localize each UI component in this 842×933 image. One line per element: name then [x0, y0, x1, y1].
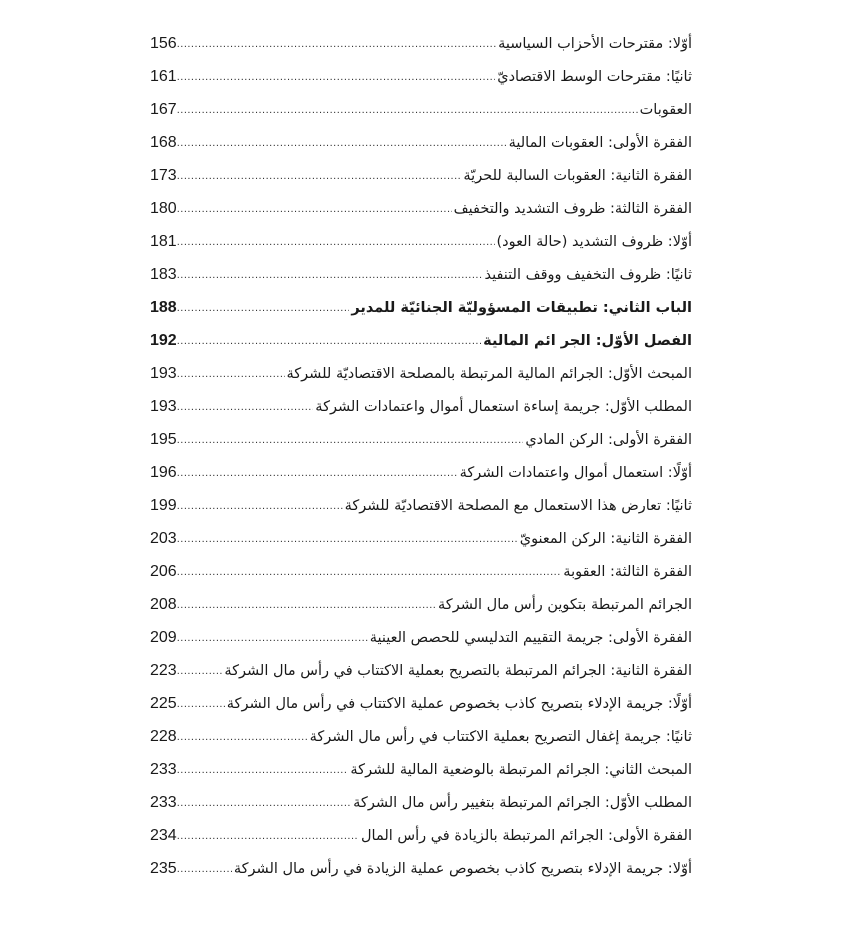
toc-entry: [150, 786, 692, 819]
toc-entry: [150, 291, 692, 324]
toc-entry: [150, 819, 692, 852]
dot-leader: [177, 126, 507, 159]
toc-entry-title: الفقرة الثالثة: العقوبة: [563, 563, 692, 580]
toc-entry: [150, 489, 692, 522]
toc-page-number: 173: [150, 166, 177, 184]
toc-page-number: 181: [150, 232, 177, 250]
toc-entry: [150, 621, 692, 654]
toc-entry-title: أوّلا: ظروف التشديد (حالة العود): [496, 233, 692, 250]
toc-entry-title: أوّلًا: جريمة الإدلاء بتصريح كاذب بخصوص عملية الاكتتاب في رأس مال الشركة: [226, 695, 692, 712]
dot-leader: [177, 621, 368, 654]
toc-entry-title: ثانيًا: مقترحات الوسط الاقتصاديّ: [497, 68, 692, 85]
toc-page-number: 225: [150, 694, 177, 712]
toc-entry-title: الفقرة الأولى: العقوبات المالية: [508, 134, 692, 151]
toc-entry-title: الفقرة الثانية: العقوبات السالبة للحريّة: [463, 167, 692, 184]
toc-page-number: 235: [150, 859, 177, 877]
toc-entry-title: الباب الثاني: تطبيقات المسؤوليّة الجنائيّة للمدير: [351, 299, 692, 316]
toc-page-number: 192: [150, 331, 177, 349]
toc-page-number: 209: [150, 628, 177, 646]
dot-leader: [177, 291, 350, 324]
toc-entry-title: المبحث الأوّل: الجرائم المالية المرتبطة بالمصلحة الاقتصاديّة للشركة: [286, 365, 692, 382]
toc-page-number: 233: [150, 793, 177, 811]
toc-page-number: 233: [150, 760, 177, 778]
toc-entry: [150, 852, 692, 885]
toc-entry-title: الفقرة الثالثة: ظروف التشديد والتخفيف: [453, 200, 692, 217]
toc-entry: [150, 60, 692, 93]
toc-page-number: 167: [150, 100, 177, 118]
toc-page-number: 199: [150, 496, 177, 514]
dot-leader: [177, 786, 351, 819]
toc-entry: [150, 192, 692, 225]
toc-page-number: 208: [150, 595, 177, 613]
toc-page-number: 206: [150, 562, 177, 580]
toc-page-number: 203: [150, 529, 177, 547]
toc-entry: [150, 687, 692, 720]
toc-entry-title: الجرائم المرتبطة بتكوين رأس مال الشركة: [438, 596, 692, 613]
toc-entry-title: الفقرة الثانية: الركن المعنويّ: [519, 530, 692, 547]
dot-leader: [177, 423, 524, 456]
dot-leader: [177, 60, 496, 93]
dot-leader: [177, 159, 462, 192]
dot-leader: [177, 819, 359, 852]
toc-page-number: 183: [150, 265, 177, 283]
toc-page-number: 234: [150, 826, 177, 844]
toc-entry-title: الفقرة الأولى: الجرائم المرتبطة بالزيادة في رأس المال: [360, 827, 692, 844]
toc-entry-title: أوّلا: جريمة الإدلاء بتصريح كاذب بخصوص عملية الزيادة في رأس مال الشركة: [233, 860, 692, 877]
toc-entry-title: ثانيًا: جريمة إغفال التصريح بعملية الاكتتاب في رأس مال الشركة: [309, 728, 692, 745]
toc-entry: [150, 423, 692, 456]
toc-entry: [150, 159, 692, 192]
toc-entry: [150, 522, 692, 555]
dot-leader: [177, 852, 232, 885]
dot-leader: [177, 489, 343, 522]
dot-leader: [177, 753, 349, 786]
dot-leader: [177, 324, 481, 357]
toc-entry-title: الفقرة الثانية: الجرائم المرتبطة بالتصريح بعملية الاكتتاب في رأس مال الشركة: [224, 662, 692, 679]
toc-entry-title: أوّلًا: استعمال أموال واعتمادات الشركة: [459, 464, 692, 481]
dot-leader: [177, 522, 518, 555]
toc-page-number: 195: [150, 430, 177, 448]
toc-entry: [150, 654, 692, 687]
toc-entry-title: أوّلا: مقترحات الأحزاب السياسية: [498, 35, 692, 52]
toc-entry: [150, 27, 692, 60]
toc-entry-title: المبحث الثاني: الجرائم المرتبطة بالوضعية المالية للشركة: [350, 761, 692, 778]
dot-leader: [177, 225, 495, 258]
toc-page-number: 193: [150, 397, 177, 415]
toc-entry-title: المطلب الأوّل: جريمة إساءة استعمال أموال واعتمادات الشركة: [315, 398, 692, 415]
toc-entry: [150, 324, 692, 357]
dot-leader: [177, 654, 223, 687]
toc-page-number: 223: [150, 661, 177, 679]
toc-entry-title: الفقرة الأولى: جريمة التقييم التدليسي للحصص العينية: [369, 629, 692, 646]
dot-leader: [177, 687, 225, 720]
toc-entry: [150, 258, 692, 291]
toc-page-number: 193: [150, 364, 177, 382]
toc-entry: [150, 720, 692, 753]
dot-leader: [177, 720, 308, 753]
toc-entry: [150, 555, 692, 588]
toc-entry-title: العقوبات: [639, 101, 692, 118]
toc-page-number: 168: [150, 133, 177, 151]
toc-page-number: 196: [150, 463, 177, 481]
dot-leader: [177, 357, 285, 390]
toc-page-number: 188: [150, 298, 177, 316]
dot-leader: [177, 27, 496, 60]
toc-entry-title: الفصل الأوّل: الجر ائم المالية: [483, 332, 692, 349]
toc-page-number: 156: [150, 34, 177, 52]
toc-entry: [150, 126, 692, 159]
table-of-contents: [150, 27, 692, 885]
toc-page-number: 161: [150, 67, 177, 85]
toc-entry-title: المطلب الأوّل: الجرائم المرتبطة بتغيير رأس مال الشركة: [353, 794, 692, 811]
toc-entry: [150, 753, 692, 786]
dot-leader: [177, 588, 436, 621]
toc-entry-title: ثانيًا: ظروف التخفيف ووقف التنفيذ: [484, 266, 692, 283]
toc-entry: [150, 357, 692, 390]
toc-entry: [150, 456, 692, 489]
dot-leader: [177, 93, 638, 126]
toc-entry: [150, 588, 692, 621]
toc-entry-title: الفقرة الأولى: الركن المادي: [525, 431, 692, 448]
toc-page-number: 228: [150, 727, 177, 745]
toc-entry: [150, 225, 692, 258]
dot-leader: [177, 390, 314, 423]
dot-leader: [177, 456, 458, 489]
toc-entry: [150, 93, 692, 126]
toc-entry: [150, 390, 692, 423]
toc-entry-title: ثانيًا: تعارض هذا الاستعمال مع المصلحة الاقتصاديّة للشركة: [344, 497, 692, 514]
dot-leader: [177, 555, 562, 588]
toc-page-number: 180: [150, 199, 177, 217]
dot-leader: [177, 192, 452, 225]
dot-leader: [177, 258, 483, 291]
